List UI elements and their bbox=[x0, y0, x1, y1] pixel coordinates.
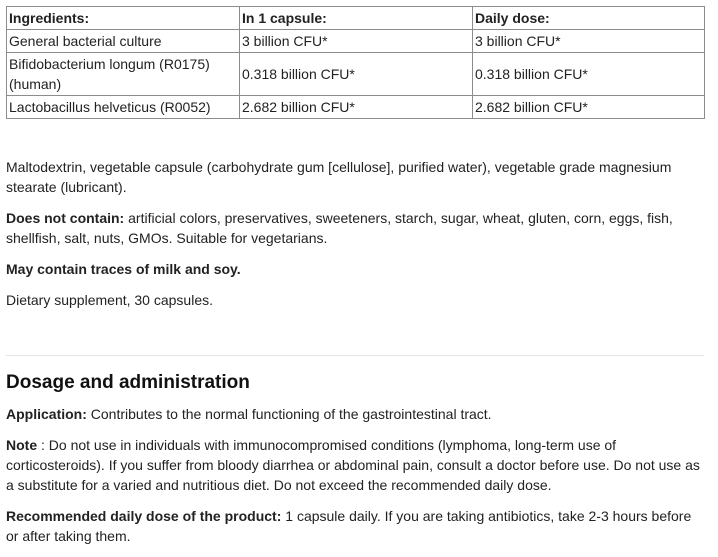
traces-text: May contain traces of milk and soy. bbox=[6, 261, 241, 277]
recommended-dose-label: Recommended daily dose of the product: bbox=[6, 508, 282, 524]
ingredient-name: Lactobacillus helveticus (R0052) bbox=[7, 96, 240, 119]
product-description bbox=[6, 6, 704, 557]
composition-section bbox=[6, 157, 704, 310]
ingredient-name: Bifidobacterium longum (R0175) (human) bbox=[7, 53, 240, 96]
ingredient-name: General bacterial culture bbox=[7, 30, 240, 53]
ingredient-daily-dose: 2.682 billion CFU* bbox=[473, 96, 705, 119]
table-row bbox=[7, 53, 705, 96]
table-header-row bbox=[7, 7, 705, 30]
ingredients-table bbox=[6, 6, 705, 119]
note-text bbox=[6, 435, 704, 495]
dosage-section bbox=[6, 404, 704, 546]
note-label: Note bbox=[6, 437, 38, 453]
header-in-1-capsule: In 1 capsule: bbox=[240, 7, 473, 30]
package-info: Dietary supplement, 30 capsules. bbox=[6, 292, 213, 308]
recommended-dose-description: 1 capsule daily. If you are taking antibiotics, take 2-3 hours before or after taking them. bbox=[6, 508, 692, 544]
recommended-dose-text bbox=[6, 506, 704, 546]
ingredient-per-capsule: 0.318 billion CFU* bbox=[240, 53, 473, 96]
traces-warning bbox=[6, 259, 704, 279]
does-not-contain-list: artificial colors, preservatives, sweeteners, starch, sugar, wheat, gluten, corn, eggs, fish, shellfish, salt, nuts, GMOs. Suitable for vegetarians. bbox=[6, 210, 673, 246]
application-text bbox=[6, 404, 704, 424]
table-row bbox=[7, 96, 705, 119]
ingredient-per-capsule: 2.682 billion CFU* bbox=[240, 96, 473, 119]
excipients-text: Maltodextrin, vegetable capsule (carbohydrate gum [cellulose], purified water), vegetable grade magnesium stearate (lubricant). bbox=[6, 159, 672, 195]
ingredient-per-capsule: 3 billion CFU* bbox=[240, 30, 473, 53]
does-not-contain-text bbox=[6, 208, 704, 248]
note-description: : Do not use in individuals with immunocompromised conditions (lymphoma, long-term use of corticosteroids). If you suffer from bloody diarrhea or abdominal pain, consult a doctor before use. Do not use as a substitute for a varied and nutritious diet. Do not exceed the recommended daily dose. bbox=[6, 437, 700, 493]
header-daily-dose: Daily dose: bbox=[473, 7, 705, 30]
table-row bbox=[7, 30, 705, 53]
header-ingredients: Ingredients: bbox=[7, 7, 240, 30]
dosage-heading: Dosage and administration bbox=[6, 372, 250, 393]
application-label: Application: bbox=[6, 406, 87, 422]
application-description: Contributes to the normal functioning of the gastrointestinal tract. bbox=[86, 406, 492, 422]
ingredient-daily-dose: 0.318 billion CFU* bbox=[473, 53, 705, 96]
section-divider bbox=[6, 355, 704, 356]
ingredient-daily-dose: 3 billion CFU* bbox=[473, 30, 705, 53]
does-not-contain-label: Does not contain: bbox=[6, 210, 125, 226]
